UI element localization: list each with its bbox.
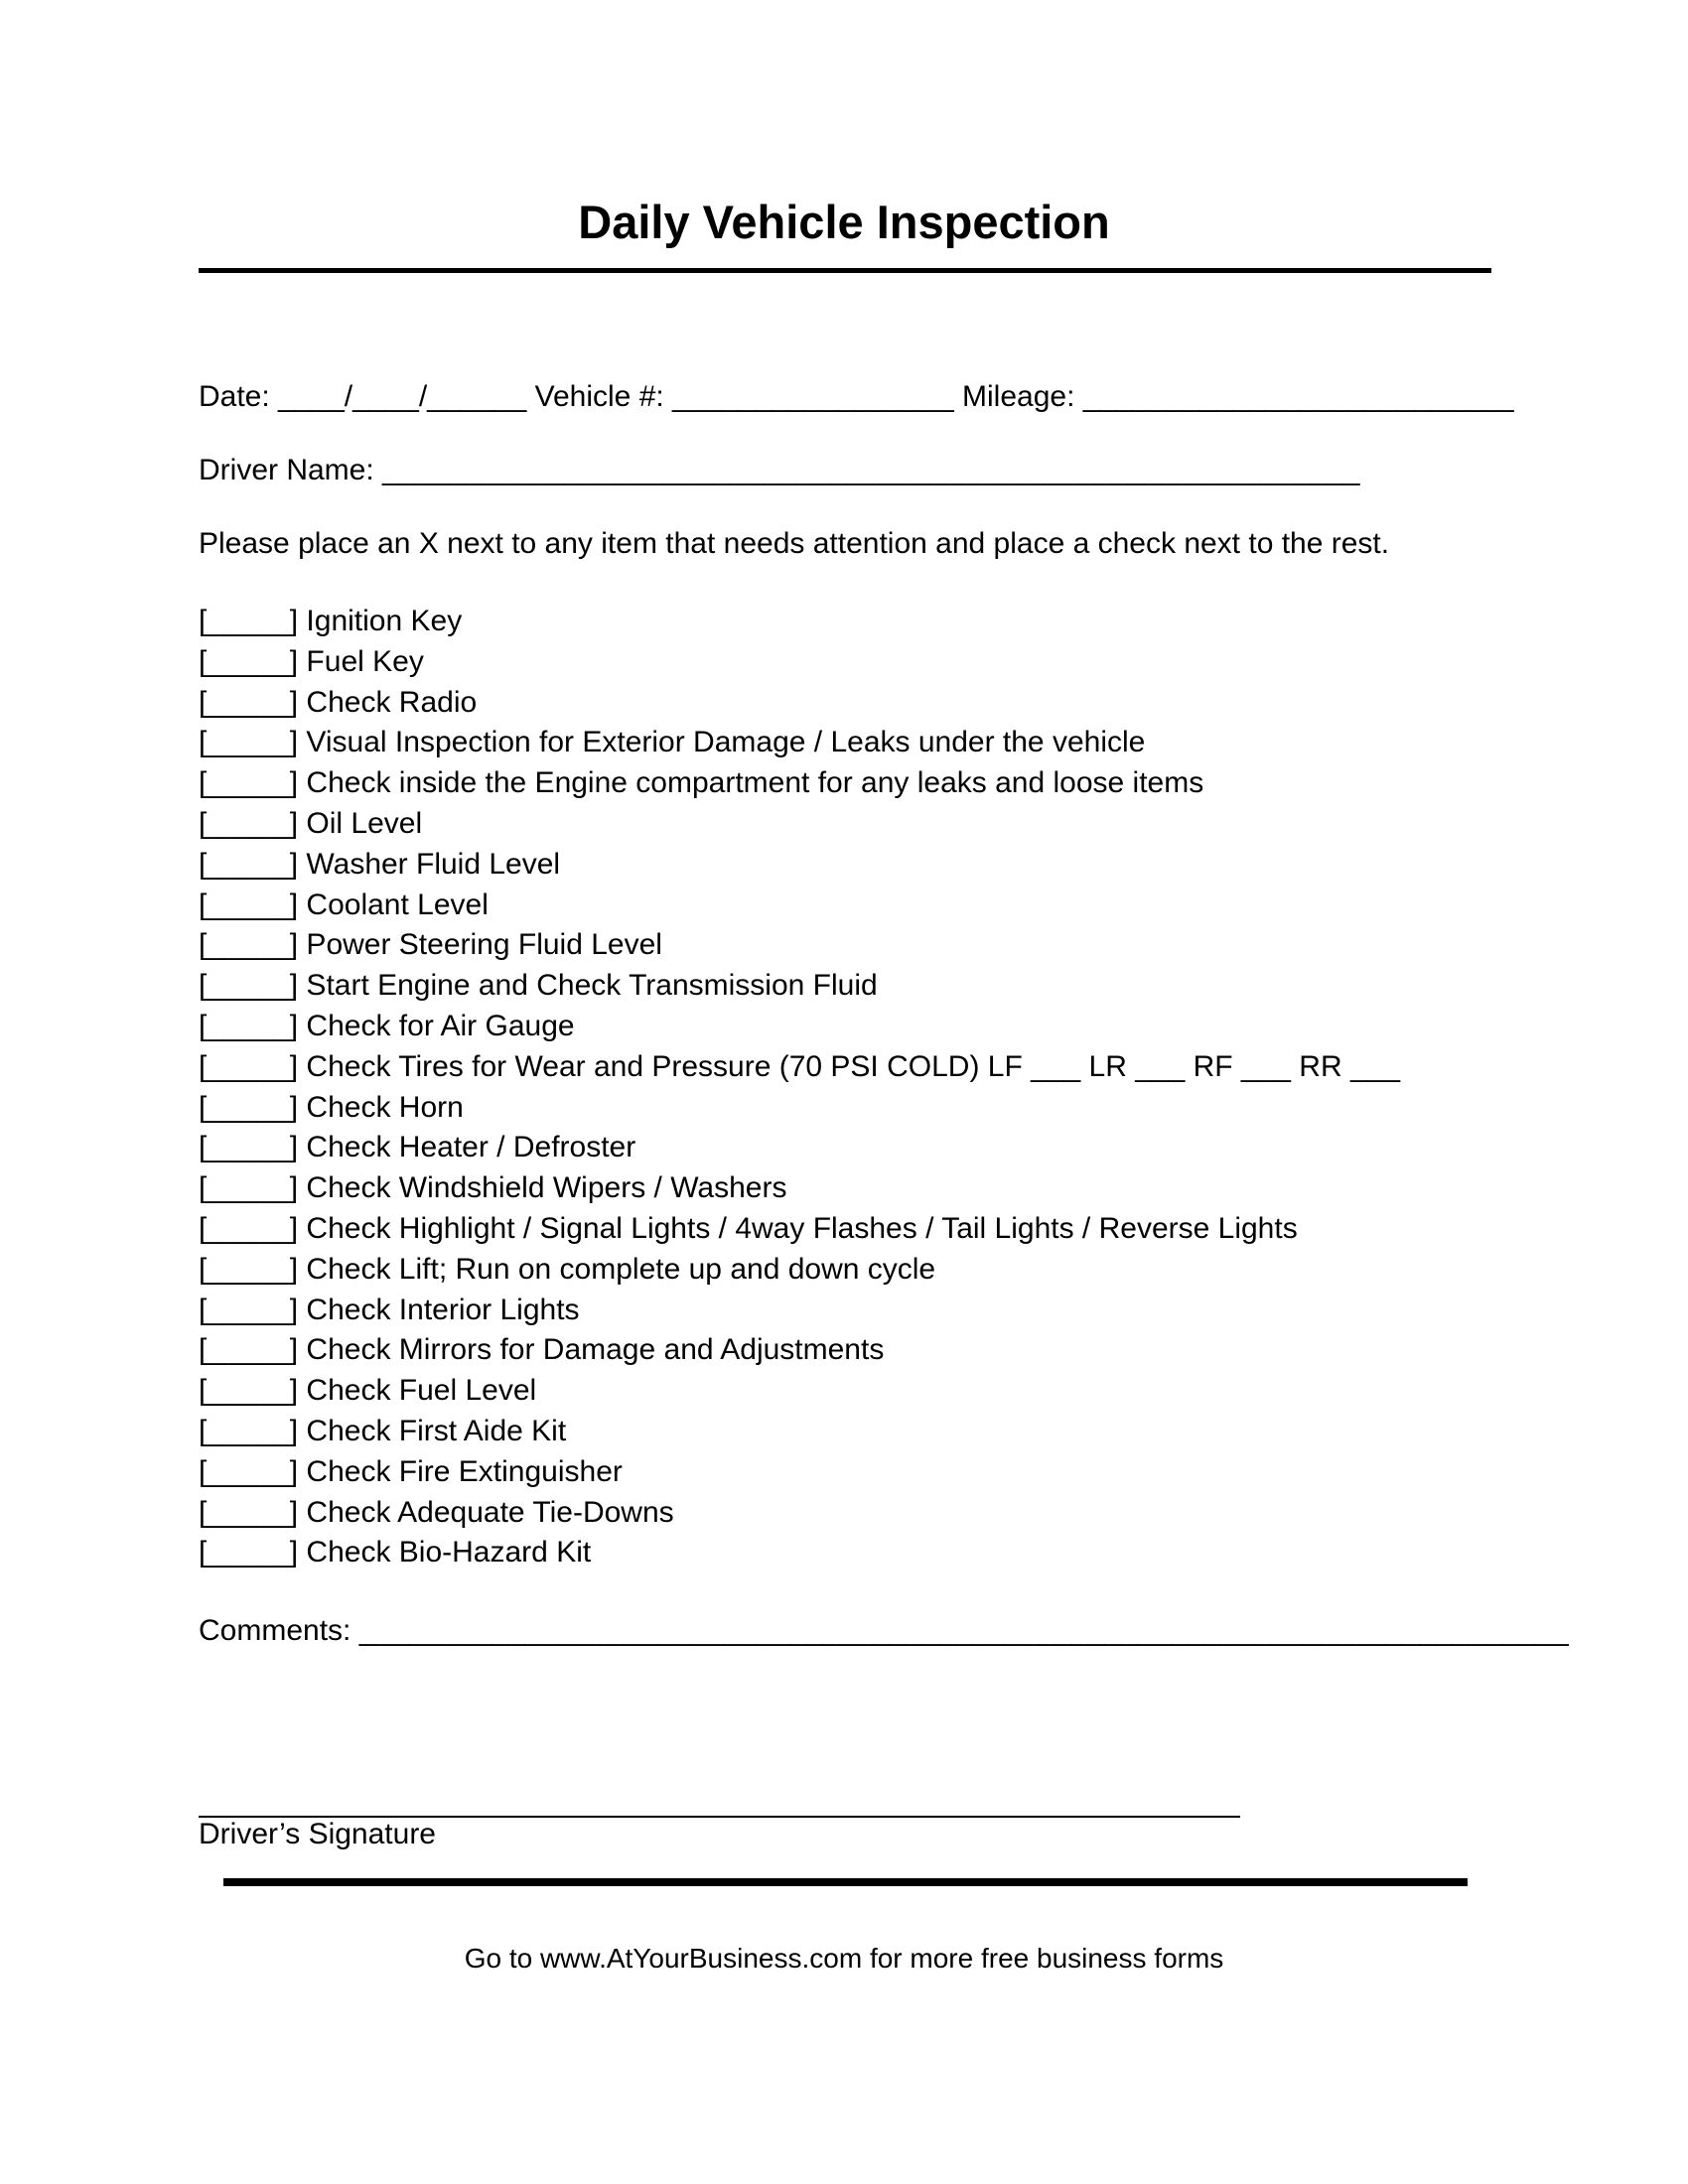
checklist-item-fuel-level: [_____] Check Fuel Level [199, 1374, 537, 1408]
checklist-item-lift: [_____] Check Lift; Run on complete up and down cycle [199, 1252, 936, 1286]
checklist-item-power-steering: [_____] Power Steering Fluid Level [199, 928, 662, 962]
checklist-item-first-aid-kit: [_____] Check First Aide Kit [199, 1414, 567, 1447]
checklist-item-tie-downs: [_____] Check Adequate Tie-Downs [199, 1495, 674, 1529]
checklist-item-fuel-key: [_____] Fuel Key [199, 644, 424, 678]
header-fields-line: Date: ____/____/______ Vehicle #: _________________ Mileage: __________________________ [199, 380, 1514, 413]
checklist-item-engine-compartment: [_____] Check inside the Engine compartment for any leaks and loose items [199, 766, 1204, 800]
checklist-item-horn: [_____] Check Horn [199, 1090, 464, 1124]
checklist-item-lights: [_____] Check Highlight / Signal Lights / 4way Flashes / Tail Lights / Reverse Lights [199, 1211, 1298, 1245]
checklist-item-wipers: [_____] Check Windshield Wipers / Washers [199, 1171, 787, 1205]
checklist-item-exterior-damage: [_____] Visual Inspection for Exterior Damage / Leaks under the vehicle [199, 726, 1146, 759]
checklist-item-tires: [_____] Check Tires for Wear and Pressure (70 PSI COLD) LF ___ LR ___ RF ___ RR ___ [199, 1049, 1401, 1083]
checklist-item-mirrors: [_____] Check Mirrors for Damage and Adjustments [199, 1333, 885, 1367]
checklist-item-transmission-fluid: [_____] Start Engine and Check Transmission Fluid [199, 969, 878, 1003]
checklist-item-bio-hazard-kit: [_____] Check Bio-Hazard Kit [199, 1536, 592, 1570]
comments-line: Comments: _________________________________________________________________________ [199, 1614, 1569, 1647]
checklist-item-oil-level: [_____] Oil Level [199, 806, 423, 840]
inspection-checklist [199, 602, 1400, 1573]
instructions-text: Please place an X next to any item that needs attention and place a check next to the rest. [199, 527, 1390, 560]
signature-label: Driver’s Signature [199, 1818, 436, 1850]
bottom-divider [223, 1878, 1468, 1886]
checklist-item-heater: [_____] Check Heater / Defroster [199, 1131, 636, 1164]
checklist-item-fire-extinguisher: [_____] Check Fire Extinguisher [199, 1454, 623, 1488]
checklist-item-radio: [_____] Check Radio [199, 685, 478, 719]
driver-name-line: Driver Name: ___________________________________________________________ [199, 454, 1360, 486]
page-title: Daily Vehicle Inspection [578, 196, 1110, 248]
checklist-item-washer-fluid: [_____] Washer Fluid Level [199, 847, 561, 881]
checklist-item-ignition-key: [_____] Ignition Key [199, 605, 463, 637]
checklist-item-coolant-level: [_____] Coolant Level [199, 887, 489, 921]
checklist-item-interior-lights: [_____] Check Interior Lights [199, 1293, 580, 1326]
footer-text: Go to www.AtYourBusiness.com for more free business forms [464, 1943, 1224, 1974]
checklist-item-air-gauge: [_____] Check for Air Gauge [199, 1009, 575, 1042]
title-divider [199, 268, 1491, 273]
